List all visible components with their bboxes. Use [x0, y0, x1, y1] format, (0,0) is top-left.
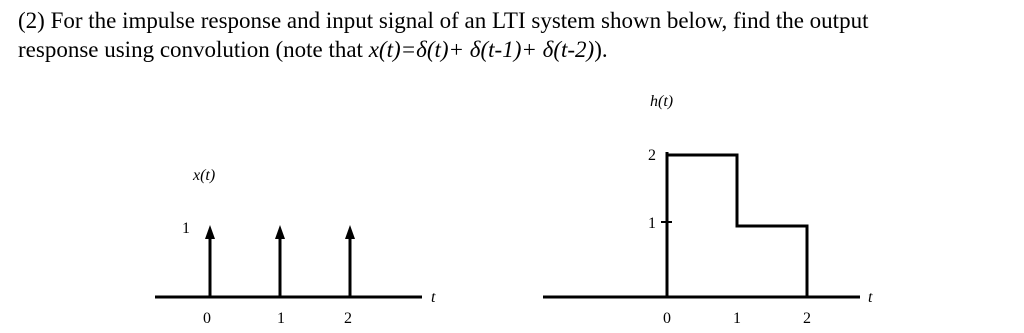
problem-text-2: response using convolution (note that [18, 37, 369, 62]
response-x-tick-0: 0 [663, 310, 671, 327]
response-axis-var: t [868, 289, 873, 306]
input-x-tick-1: 1 [277, 310, 285, 327]
response-y-tick-2: 2 [648, 147, 656, 164]
response-y-tick-1: 1 [648, 215, 656, 232]
input-plot-title: x(t) [193, 167, 216, 184]
signal-formula: x(t)=δ(t)+ δ(t-1)+ δ(t-2) [368, 37, 595, 62]
input-y-tick-label: 1 [182, 220, 190, 237]
impulse-response-plot [543, 93, 873, 327]
input-x-tick-2: 2 [344, 310, 352, 327]
impulse-arrowhead-2 [345, 225, 355, 239]
response-x-tick-1: 1 [733, 310, 741, 327]
impulse-arrowhead-1 [275, 225, 285, 239]
response-x-tick-2: 2 [803, 310, 811, 327]
problem-text-3: ). [594, 37, 608, 62]
input-signal-plot [155, 167, 436, 327]
input-axis-var: t [431, 289, 436, 306]
impulse-arrowhead-0 [205, 225, 215, 239]
input-impulses [205, 225, 355, 297]
input-x-tick-0: 0 [203, 310, 211, 327]
problem-text-1: (2) For the impulse response and input signal of an LTI system shown below, find the output [18, 8, 869, 33]
response-plot-title: h(t) [650, 93, 674, 110]
response-staircase [667, 155, 807, 297]
